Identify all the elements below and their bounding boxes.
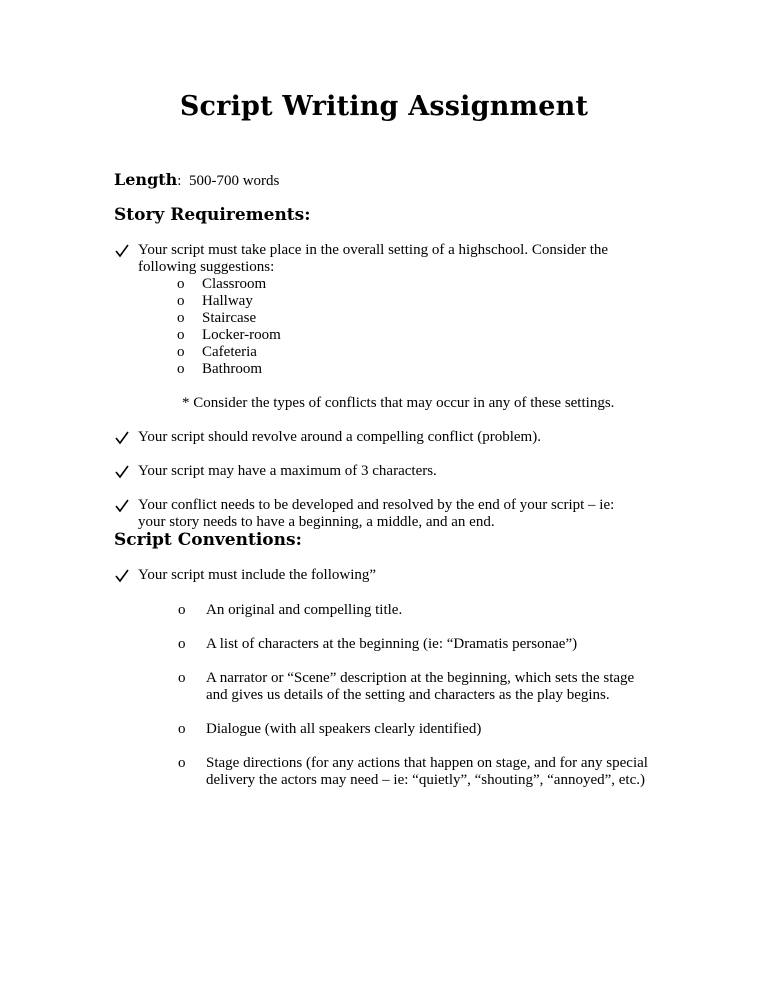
location-bathroom: Bathroom	[202, 361, 262, 377]
list-item	[177, 327, 281, 344]
checkmark-icon	[115, 497, 129, 514]
list-item	[178, 602, 666, 619]
bullet-icon: o	[177, 361, 185, 377]
requirement-characters-text: Your script may have a maximum of 3 characters.	[138, 463, 437, 479]
location-cafeteria: Cafeteria	[202, 344, 257, 360]
requirement-setting-line2: following suggestions:	[138, 259, 275, 275]
bullet-icon: o	[177, 344, 185, 360]
bullet-icon: o	[178, 670, 186, 686]
checkmark-icon	[115, 242, 129, 259]
bullet-icon: o	[177, 327, 185, 343]
list-item	[178, 636, 666, 653]
length-value: 500-700 words	[188, 173, 280, 189]
requirement-resolve-line2: your story needs to have a beginning, a middle, and an end.	[138, 514, 495, 530]
requirement-resolve	[138, 497, 678, 531]
convention-dialogue: Dialogue (with all speakers clearly identified)	[206, 721, 482, 737]
list-item	[177, 344, 257, 361]
list-item	[178, 755, 666, 789]
settings-note: * Consider the types of conflicts that may occur in any of these settings.	[182, 395, 615, 411]
requirement-conflict	[138, 429, 678, 446]
requirement-resolve-line1: Your conflict needs to be developed and resolved by the end of your script – ie:	[138, 497, 615, 513]
requirement-characters	[138, 463, 678, 480]
conventions-intro	[138, 567, 678, 584]
convention-characters: A list of characters at the beginning (ie: “Dramatis personae”)	[206, 636, 578, 652]
bullet-icon: o	[177, 310, 185, 326]
list-item	[178, 721, 666, 738]
checkmark-icon	[115, 567, 129, 584]
bullet-icon: o	[178, 755, 186, 771]
convention-narrator-line2: and gives us details of the setting and characters as the play begins.	[206, 687, 610, 703]
length-row	[114, 171, 279, 190]
bullet-icon: o	[178, 602, 186, 618]
list-item	[177, 293, 253, 310]
length-label: Length	[114, 170, 178, 189]
location-staircase: Staircase	[202, 310, 257, 326]
list-item	[177, 276, 267, 293]
bullet-icon: o	[177, 276, 185, 292]
script-conventions-heading: Script Conventions:	[114, 530, 302, 550]
requirement-conflict-text: Your script should revolve around a compelling conflict (problem).	[138, 429, 541, 445]
checkmark-icon	[115, 429, 129, 446]
bullet-icon: o	[177, 293, 185, 309]
convention-narrator-line1: A narrator or “Scene” description at the beginning, which sets the stage	[206, 670, 635, 686]
page-title: Script Writing Assignment	[179, 91, 589, 122]
requirement-setting-line1: Your script must take place in the overall setting of a highschool. Consider the	[138, 242, 609, 258]
list-item	[177, 310, 257, 327]
requirement-setting	[138, 242, 678, 276]
length-colon: :	[177, 173, 182, 189]
location-classroom: Classroom	[202, 276, 267, 292]
bullet-icon: o	[178, 721, 186, 737]
checkmark-icon	[115, 463, 129, 480]
bullet-icon: o	[178, 636, 186, 652]
story-requirements-heading: Story Requirements:	[114, 205, 311, 225]
convention-title: An original and compelling title.	[206, 602, 403, 618]
location-locker-room: Locker-room	[202, 327, 281, 343]
conventions-intro-text: Your script must include the following”	[138, 567, 377, 583]
list-item	[178, 670, 666, 704]
convention-stage-directions-line1: Stage directions (for any actions that happen on stage, and for any special	[206, 755, 648, 771]
convention-stage-directions-line2: delivery the actors may need – ie: “quietly”, “shouting”, “annoyed”, etc.)	[206, 772, 645, 788]
list-item	[177, 361, 262, 378]
location-hallway: Hallway	[202, 293, 253, 309]
